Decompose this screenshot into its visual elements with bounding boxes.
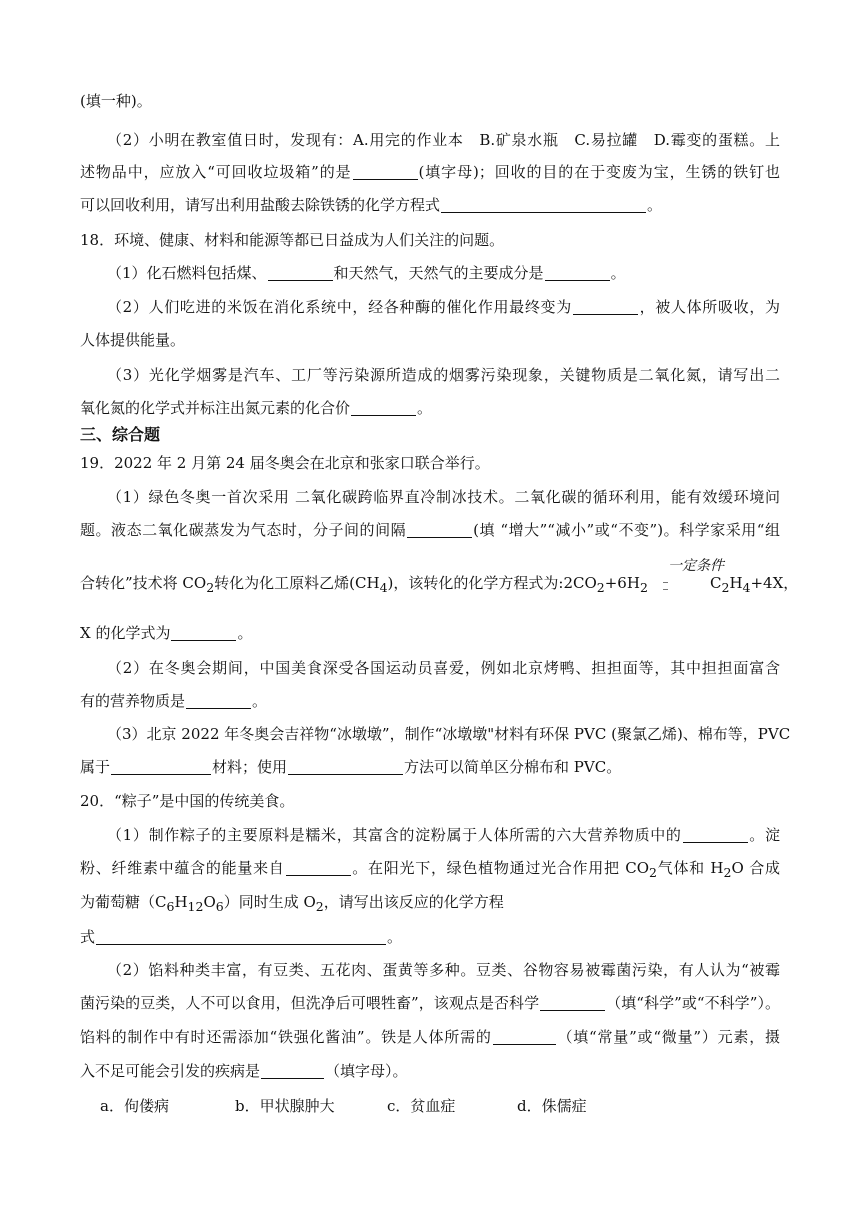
reaction-condition: 一定条件 [668, 558, 724, 574]
answer-blank[interactable] [171, 624, 236, 641]
answer-blank[interactable] [286, 859, 351, 876]
line-fill-one: (填一种)。 [80, 92, 152, 110]
question-19: 19．2022 年 2 月第 24 届冬奥会在北京和张家口联合举行。 [80, 454, 490, 472]
answer-blank[interactable] [353, 163, 418, 180]
q19-part1-line1: （1）绿色冬奥一首次采用 二氧化碳跨临界直冷制冰技术。二氧化碳的循环利用，能有效缓环境问 [107, 488, 780, 506]
answer-blank[interactable] [545, 264, 610, 281]
question-18: 18．环境、健康、材料和能源等都已日益成为人们关注的问题。 [80, 231, 505, 249]
option-b[interactable]: b．甲状腺肿大 [235, 1097, 335, 1115]
q19-part1-line4: X 的化学式为 。 [80, 624, 253, 642]
q19-equation-line: 合转化”技术将 $CO_2$转化为化工原料乙烯$(CH_4)$，该转化的化学方程式为$:2CO_2+6H_2$ [80, 574, 648, 595]
option-d[interactable]: d．侏儒症 [517, 1097, 587, 1115]
q20-part2-line4: 入不足可能会引发的疾病是 （填字母）。 [80, 1062, 408, 1080]
section-title: 三、综合题 [80, 425, 161, 444]
q20-part2-line3: 馅料的制作中有时还需添加“铁强化酱油”。铁是人体所需的 （填“常量”或“微量”）元素，摄 [80, 1028, 780, 1046]
answer-blank[interactable] [268, 264, 333, 281]
answer-blank[interactable] [683, 826, 748, 843]
q17-part2-line2: 述物品中，应放入“可回收垃圾箱”的是 (填字母)；回收的目的在于变废为宝，生锈的铁钉也 [80, 163, 780, 181]
option-c[interactable]: c．贫血症 [387, 1097, 456, 1115]
answer-blank[interactable] [540, 994, 605, 1011]
q17-part2-line1: （2）小明在教室值日时，发现有：A.用完的作业本 B.矿泉水瓶 C.易拉罐 D.霉变的蛋糕。上 [107, 131, 780, 149]
option-a[interactable]: a．佝偻病 [100, 1097, 169, 1115]
answer-blank[interactable] [493, 1028, 556, 1045]
q19-equation-products: $C_2H_4+4X$， [710, 574, 799, 595]
answer-blank[interactable] [573, 298, 638, 315]
answer-blank[interactable] [111, 758, 211, 775]
answer-blank[interactable] [96, 928, 386, 945]
q20-part2-line1: （2）馅料种类丰富，有豆类、五花肉、蛋黄等多种。豆类、谷物容易被霉菌污染，有人认为“被霉 [107, 961, 780, 979]
question-20: 20．“粽子”是中国的传统美食。 [80, 792, 295, 810]
answer-blank[interactable] [407, 521, 472, 538]
q20-part1-line4: 式 。 [80, 928, 403, 946]
q19-part3-line1: （3）北京 2022 年冬奥会吉祥物“冰墩墩”，制作“冰墩墩"材料有环保 PVC (聚氯乙烯)、棉布等，PVC [107, 725, 791, 743]
q20-part1-line1: （1）制作粽子的主要原料是糯米，其富含的淀粉属于人体所需的六大营养物质中的 。淀 [107, 826, 780, 844]
q19-part3-line2: 属于 材料；使用 方法可以简单区分棉布和 PVC。 [80, 758, 622, 776]
q20-part1-line3: 为葡萄糖$(C_6H_{12}O_6)$同时生成 $O_2$，请写出该反应的化学方程 [80, 893, 504, 914]
q19-part2-line2: 有的营养物质是 。 [80, 692, 268, 710]
q18-part3-line2: 氧化氮的化学式并标注出氮元素的化合价 。 [80, 399, 433, 417]
q19-part2-line1: （2）在冬奥会期间，中国美食深受各国运动员喜爱，例如北京烤鸭、担担面等，其中担担面富含 [107, 659, 780, 677]
answer-blank[interactable] [441, 196, 646, 213]
q18-part3-line1: （3）光化学烟雾是汽车、工厂等污染源所造成的烟雾污染现象，关键物质是二氧化氮，请写出二 [107, 366, 780, 384]
answer-blank[interactable] [186, 692, 251, 709]
answer-blank[interactable] [288, 758, 403, 775]
answer-blank[interactable] [351, 399, 416, 416]
answer-blank[interactable] [261, 1062, 324, 1079]
q17-part2-line3: 可以回收利用，请写出利用盐酸去除铁锈的化学方程式 。 [80, 196, 663, 214]
q18-part2-line1: （2）人们吃进的米饭在消化系统中，经各种酶的催化作用最终变为 ，被人体所吸收，为 [107, 298, 780, 316]
answer-options [100, 1095, 700, 1117]
q19-part1-line2: 题。液态二氧化碳蒸发为气态时，分子间的间隔 (填 “增大”“减小”或“不变”)。科学家采用“组 [80, 521, 780, 539]
q18-part2-line2: 人体提供能量。 [80, 331, 186, 349]
q20-part1-line2: 粉、纤维素中蕴含的能量来自 。在阳光下，绿色植物通过光合作用把 $CO_2$气体和 $H_2O$ 合成 [80, 859, 780, 880]
q20-part2-line2: 菌污染的豆类，人不可以食用，但洗净后可喂牲畜”，该观点是否科学 （填“科学”或“不科学”）。 [80, 994, 780, 1012]
q18-part1: （1）化石燃料包括煤、 和天然气，天然气的主要成分是 。 [107, 264, 626, 282]
